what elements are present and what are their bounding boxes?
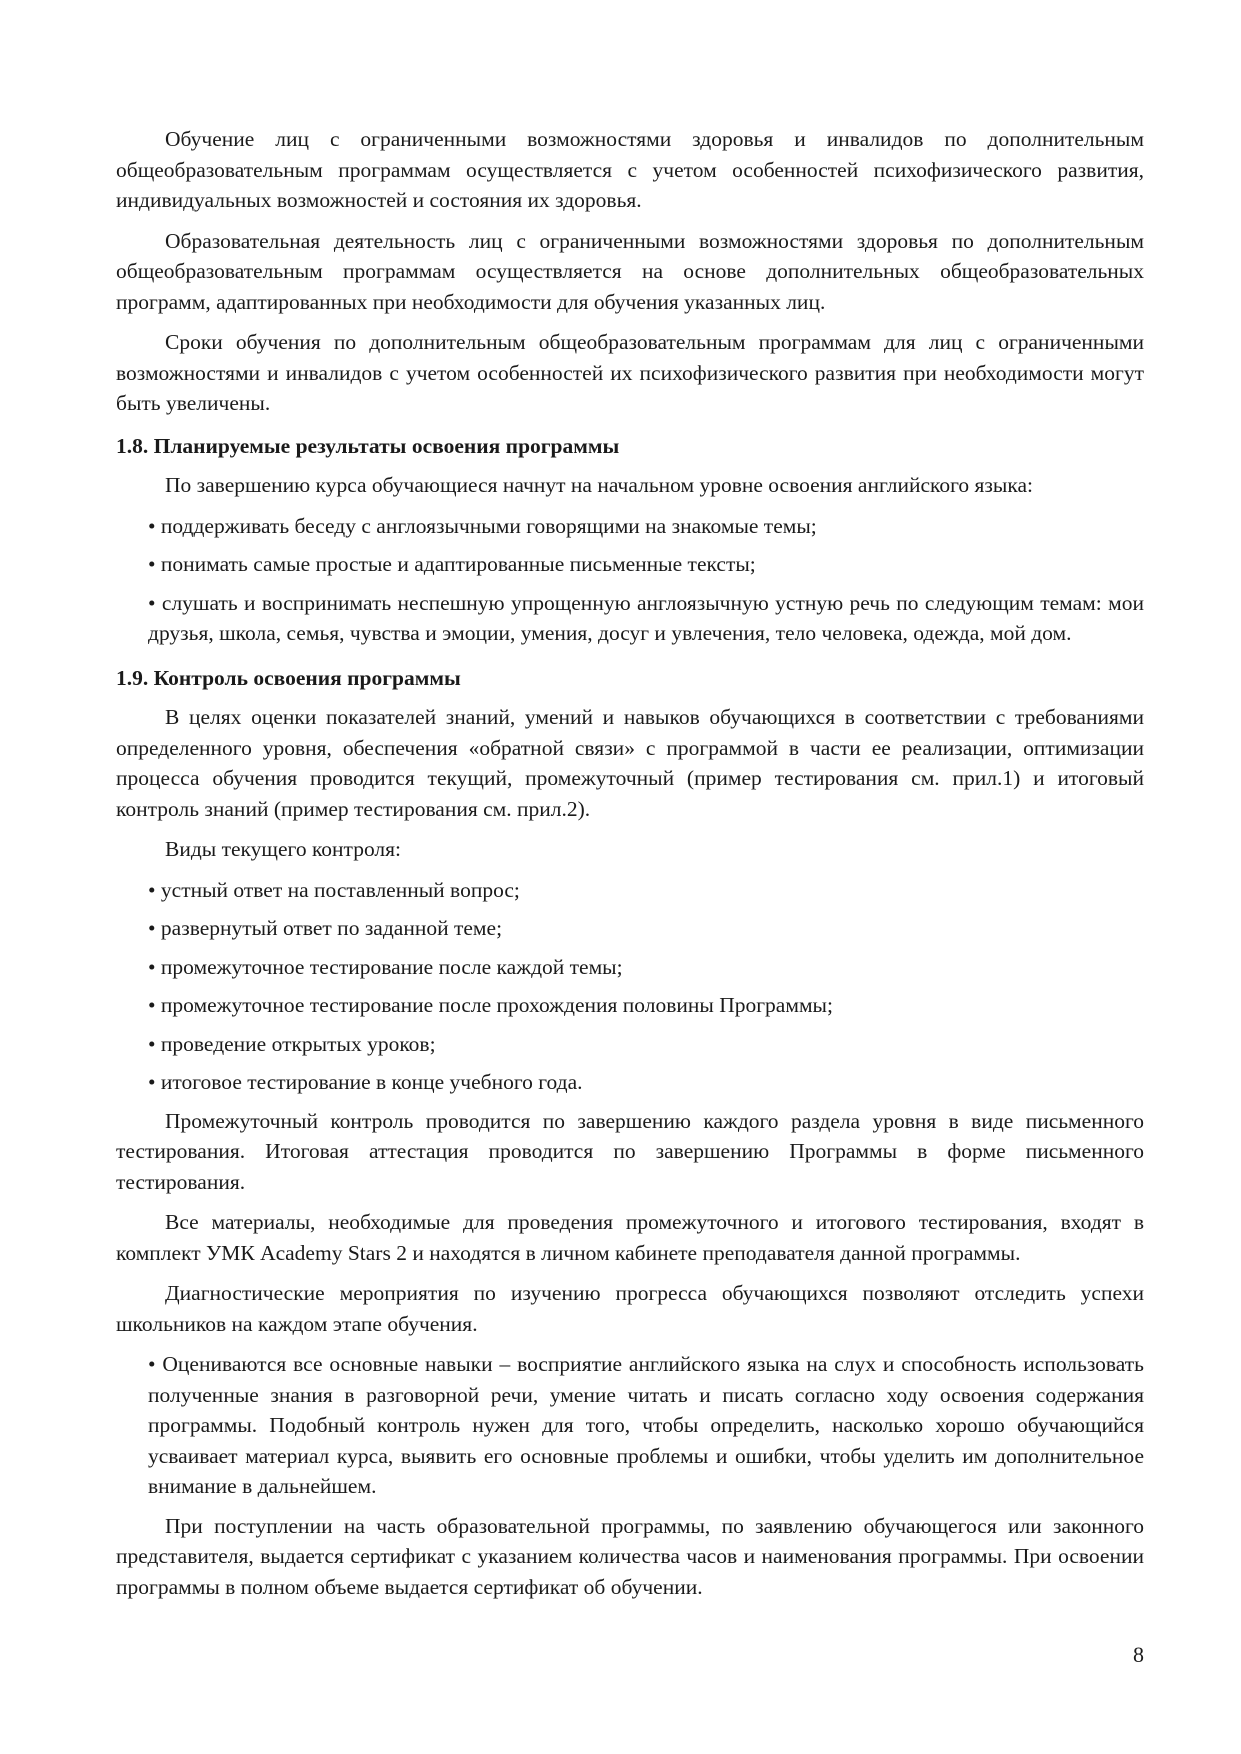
list-item: • устный ответ на поставленный вопрос; bbox=[148, 877, 520, 902]
paragraph-1-9-2: Промежуточный контроль проводится по завершению каждого раздела уровня в виде письменного тестирования. Итоговая аттестация проводится по завершению Программы в форме письменного тестирования. bbox=[116, 1108, 1144, 1194]
list-item: • понимать самые простые и адаптированные письменные тексты; bbox=[148, 552, 756, 576]
paragraph-1-9-1: В целях оценки показателей знаний, умений и навыков обучающихся в соответствии с требованиями определенного уровня, обеспечения «обратной связи» с программой в части ее реализации, оптимизации процесса обучения проводится текущий, промежуточный (пример тестирования см. прил.1) и итоговый контроль знаний (пример тестирования см. прил.2). bbox=[116, 705, 1144, 821]
paragraph-intro-3: Сроки обучения по дополнительным общеобразовательным программам для лиц с ограниченными возможностями и инвалидов с учетом особенностей их психофизического развития при необходимости могут быть увеличены. bbox=[116, 330, 1144, 415]
list-item: • промежуточное тестирование после прохождения половины Программы; bbox=[148, 993, 833, 1017]
list-item: • итоговое тестирование в конце учебного года. bbox=[148, 1070, 583, 1094]
list-item-assessment: • Оцениваются все основные навыки – восприятие английского языка на слух и способность использовать полученные знания в разговорной речи, умение читать и писать согласно ходу освоения содержания программы. Подобный контроль нужен для того, чтобы определить, насколько хорошо обучающийся усваивает материал курса, выявить его основные проблемы и ошибки, чтобы уделить им дополнительное внимание в дальнейшем. bbox=[148, 1352, 1144, 1498]
control-types-label: Виды текущего контроля: bbox=[165, 837, 402, 861]
paragraph-1-9-4: Диагностические мероприятия по изучению прогресса обучающихся позволяют отследить успехи школьников на каждом этапе обучения. bbox=[116, 1281, 1144, 1336]
heading-1-8: 1.8. Планируемые результаты освоения программы bbox=[116, 433, 620, 458]
page-number: 8 bbox=[1133, 1642, 1144, 1667]
paragraph-1-8-intro: По завершению курса обучающиеся начнут на начальном уровне освоения английского языка: bbox=[165, 473, 1033, 497]
document-page bbox=[116, 124, 1144, 1612]
list-item: • поддерживать беседу с англоязычными говорящими на знакомые темы; bbox=[148, 513, 817, 538]
paragraph-intro-1: Обучение лиц с ограниченными возможностями здоровья и инвалидов по дополнительным общеобразовательным программам осуществляется с учетом особенностей психофизического развития, индивидуальных возможностей и состояния их здоровья. bbox=[116, 127, 1144, 212]
paragraph-intro-2: Образовательная деятельность лиц с ограниченными возможностями здоровья по дополнительным общеобразовательным программам осуществляется на основе дополнительных общеобразовательных программ, адаптированных при необходимости для обучения указанных лиц. bbox=[116, 228, 1144, 314]
list-item: • развернутый ответ по заданной теме; bbox=[148, 916, 503, 940]
list-item: • проведение открытых уроков; bbox=[148, 1031, 436, 1056]
heading-1-9: 1.9. Контроль освоения программы bbox=[116, 665, 461, 690]
paragraph-1-9-3: Все материалы, необходимые для проведения промежуточного и итогового тестирования, входят в комплект УМК Academy Stars 2 и находятся в личном кабинете преподавателя данной программы. bbox=[116, 1210, 1144, 1265]
list-item: • промежуточное тестирование после каждой темы; bbox=[148, 954, 623, 979]
paragraph-1-9-6: При поступлении на часть образовательной программы, по заявлению обучающегося или законного представителя, выдается сертификат с указанием количества часов и наименования программы. При освоении программы в полном объеме выдается сертификат об обучении. bbox=[116, 1513, 1144, 1599]
list-item: • слушать и воспринимать неспешную упрощенную англоязычную устную речь по следующим темам: мои друзья, школа, семья, чувства и эмоции, умения, досуг и увлечения, тело человека, одежда, мой дом. bbox=[148, 590, 1144, 645]
